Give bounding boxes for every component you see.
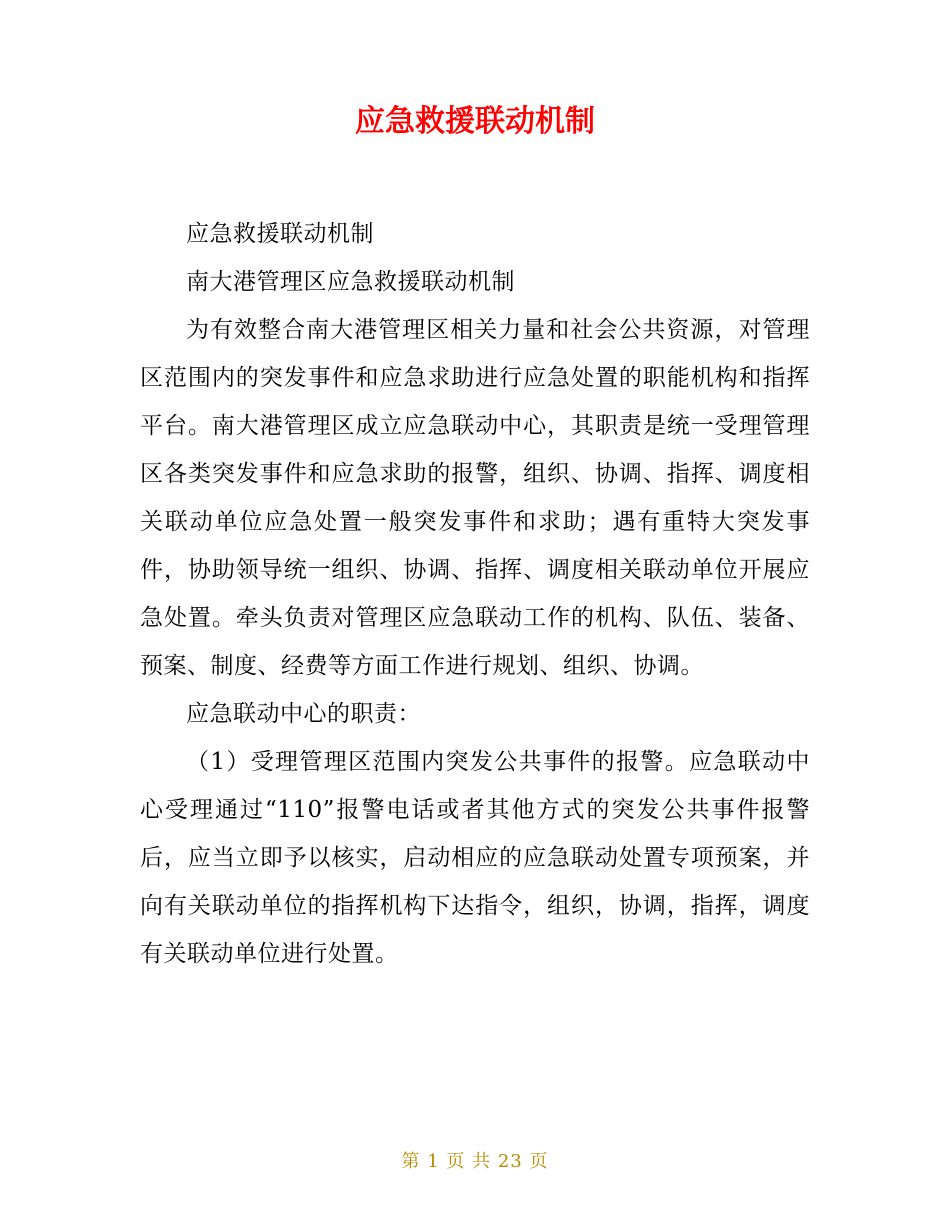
paragraph-duty-1: （1）受理管理区范围内突发公共事件的报警。应急联动中心受理通过“110”报警电话或者其他方式的突发公共事件报警后，应当立即予以核实，启动相应的应急联动处置专项预案，并向有关联动单位的指挥机构下达指令，组织，协调，指挥，调度有关联动单位进行处置。 [140,749,810,967]
document-title: 应急救援联动机制 [355,104,595,139]
paragraph-subheading: 南大港管理区应急救援联动机制 [186,269,515,295]
document-body [140,210,810,978]
paragraph-duties-heading: 应急联动中心的职责： [186,701,421,727]
paragraph-heading: 应急救援联动机制 [186,221,374,247]
paragraph-intro: 为有效整合南大港管理区相关力量和社会公共资源，对管理区范围内的突发事件和应急求助进行应急处置的职能机构和指挥平台。南大港管理区成立应急联动中心，其职责是统一受理管理区各类突发事件和应急求助的报警，组织、协调、指挥、调度相关联动单位应急处置一般突发事件和求助；遇有重特大突发事件，协助领导统一组织、协调、指挥、调度相关联动单位开展应急处置。牵头负责对管理区应急联动工作的机构、队伍、装备、预案、制度、经费等方面工作进行规划、组织、协调。 [140,317,810,679]
page-number-footer: 第 1 页 共 23 页 [401,1151,549,1172]
